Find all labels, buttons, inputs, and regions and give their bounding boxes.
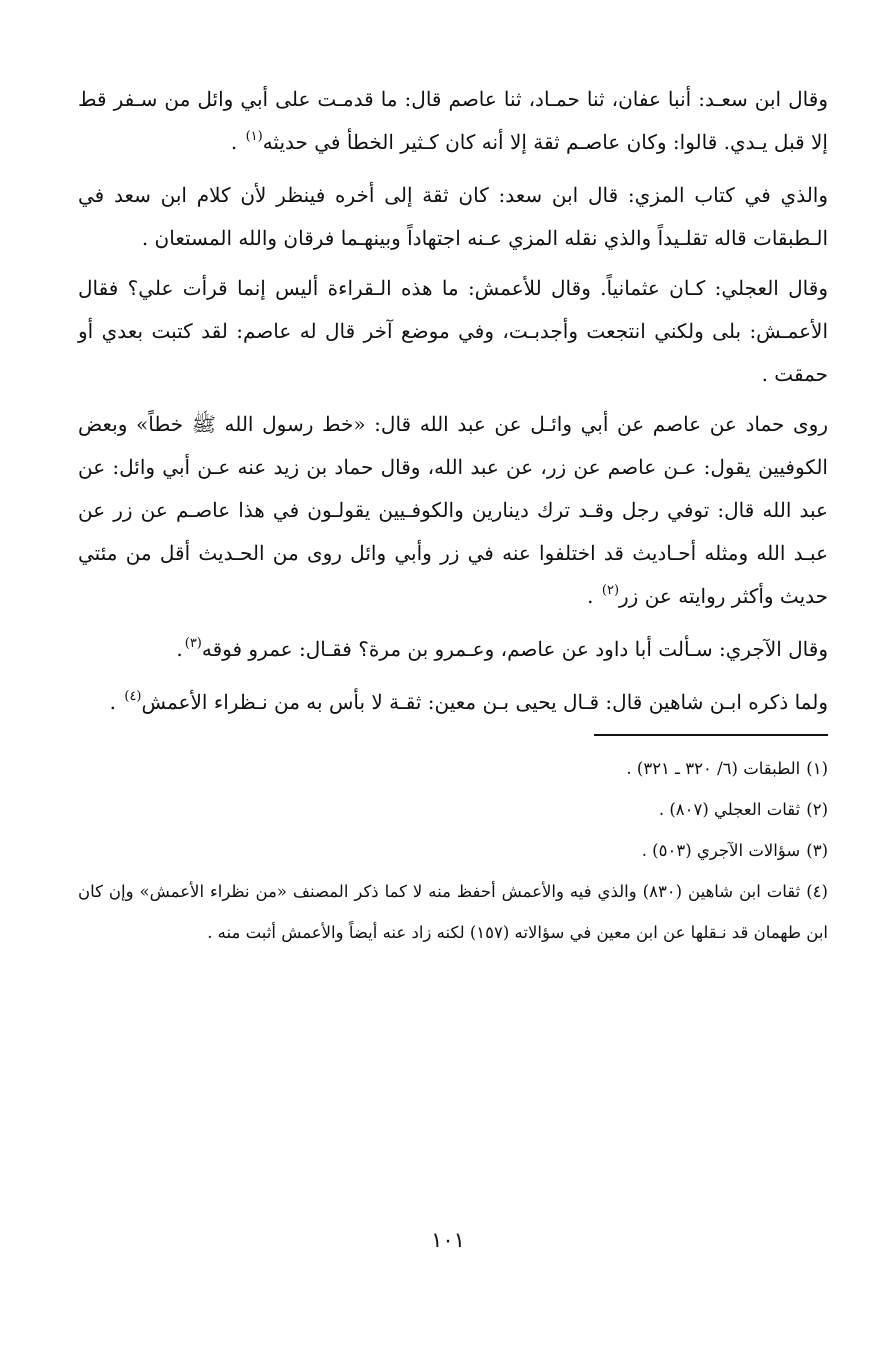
footnote-number: (١) xyxy=(806,759,828,778)
footnote-text: ثقات العجلي (٨٠٧) . xyxy=(658,800,801,819)
footnote-reference: (٣) xyxy=(184,636,202,651)
paragraph-text: روى حماد عن عاصم عن أبي وائـل عن عبد الله قال: «خط رسول الله ﷺ خطاً» وبعض الكوفيين يقول: عـن عاصم عن زر، عن عبد الله، وقال حماد بن زيد عنه عـن أبي وائل: عن عبد الله قال: توفي رجل وقـد ترك دينارين والكوفـيين يقولـون في هذا عاصـم عن زر عن عبـد الله ومثله أحـاديث قد اختلفوا عنه في زر وأبي وائل روى من الحـديث أقل من مئتي حديث وأكثر روايته عن زر xyxy=(78,412,828,608)
paragraph-mizzi xyxy=(78,174,828,260)
footnote-text: الطبقات (٦/ ٣٢٠ ـ ٣٢١) . xyxy=(626,759,801,778)
paragraph-ijli xyxy=(78,267,828,396)
footnote-4 xyxy=(78,871,828,953)
paragraph-hammad xyxy=(78,403,828,621)
paragraph-text: وقال العجلي: كـان عثمانياً. وقال للأعمش: ما هذه الـقراءة أليس إنما قرأت علي؟ فقال الأعمـش: بلى ولكني انتجعت وأجدبـت، وفي موضع آخر قال له عاصم: لقد كتبت بعدي أو حمقت . xyxy=(78,276,828,386)
footnotes xyxy=(78,748,828,953)
footnote-reference: (٤) xyxy=(124,689,142,704)
footnote-reference: (٢) xyxy=(601,583,620,598)
paragraph-text: وقال الآجري: سـألت أبا داود عن عاصم، وعـمرو بن مرة؟ فقـال: عمرو فوقه xyxy=(201,637,828,661)
paragraph-ajurri xyxy=(78,628,828,674)
paragraph-end: . xyxy=(587,584,600,608)
paragraph-end: . xyxy=(109,690,123,714)
footnote-separator xyxy=(594,734,828,736)
paragraph-text: وقال ابن سعـد: أنبا عفان، ثنا حمـاد، ثنا عاصم قال: ما قدمـت على أبي وائل من سـفر قط إلا قبل يـدي. قالوا: وكان عاصـم ثقة إلا أنه كان كـثير الخطأ في حديثه xyxy=(78,87,828,154)
paragraph-ibn-shahin xyxy=(78,681,828,727)
footnote-text: سؤالات الآجري (٥٠٣) . xyxy=(641,841,801,860)
footnote-number: (٤) xyxy=(806,882,828,901)
main-text xyxy=(78,78,828,727)
footnote-number: (٣) xyxy=(806,841,828,860)
paragraph-text: ولما ذكره ابـن شاهين قال: قـال يحيى بـن معين: ثقـة لا بأس به من نـظراء الأعمش xyxy=(141,690,828,714)
footnote-2 xyxy=(78,789,828,830)
paragraph-end: . xyxy=(230,130,244,154)
footnote-reference: (١) xyxy=(245,129,263,144)
footnote-text: ثقات ابن شاهين (٨٣٠) والذي فيه والأعمش أحفظ منه لا كما ذكر المصنف «من نظراء الأعمش» وإن كان ابن طهمان قد نـقلها عن ابن معين في سؤالاته (١٥٧) لكنه زاد عنه أيضاً والأعمش أثبت منه . xyxy=(78,882,828,942)
paragraph-ibn-saad xyxy=(78,78,828,167)
paragraph-end: . xyxy=(176,637,183,661)
footnote-1 xyxy=(78,748,828,789)
paragraph-text: والذي في كتاب المزي: قال ابن سعد: كان ثقة إلى أخره فينظر لأن كلام ابن سعد في الـطبقات قاله تقلـيداً والذي نقله المزي عـنه اجتهاداً وبينهـما فرقان والله المستعان . xyxy=(78,183,828,250)
footnote-number: (٢) xyxy=(806,800,828,819)
footnote-3 xyxy=(78,830,828,871)
page-number: ١٠١ xyxy=(431,1228,465,1252)
